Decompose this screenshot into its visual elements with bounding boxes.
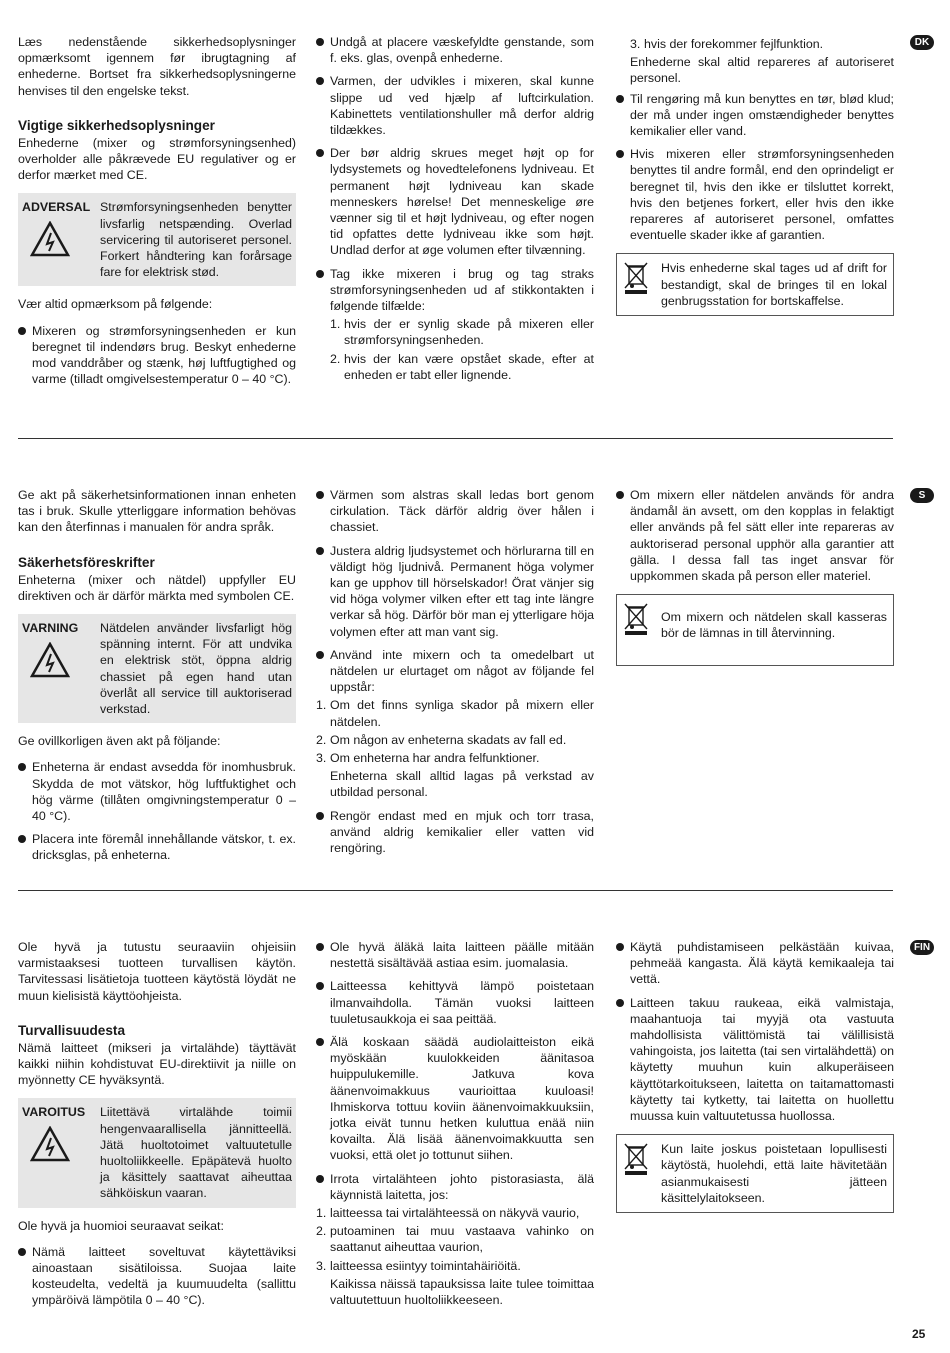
fi-col2-bullets [316, 939, 594, 1308]
warning-triangle-icon [30, 1126, 70, 1162]
bullet-dot-icon [616, 150, 624, 158]
se-numbered-list [316, 697, 594, 766]
fi-disposal-text: Kun laite joskus poistetaan lopullisesti käytöstä, huolehdi, että laite hävitetään asianmukaisesti jätteen käsittelylaitokseen. [661, 1142, 887, 1205]
bullet-dot-icon [316, 149, 324, 157]
list-item: Placera inte föremål innehållande vätskor, t. ex. dricksglas, på enheterna. [18, 831, 296, 863]
bullet-dot-icon [316, 491, 324, 499]
list-item: Käytä puhdistamiseen pelkästään kuivaa, pehmeää kangasta. Älä käytä kemikaaleja tai vettä. [616, 939, 894, 988]
se-disposal-box [616, 594, 894, 666]
list-item: Hvis mixeren eller strømforsyningsenheden benyttes til andre formål, end den oprindeligt er beregnet til, hvis den ikke er tilsluttet korrekt, hvis den betjenes forkert, eller hvis den ikke repareres af autoriseret personel, omfattes eventuelle skader ikke af garantien. [616, 146, 894, 243]
dk-col3-bullets [616, 91, 894, 244]
dk-disposal-text: Hvis enhederne skal tages ud af drift for bestandigt, skal de bringes til en lokal genbrugsstation for bortskaffelse. [661, 261, 887, 308]
se-intro: Ge akt på säkerhetsinformationen innan enheten tas i bruk. Skulle ytterliggare information behövas kan den återfinnas i manualen för andra språk. [18, 488, 296, 535]
fi-repair-note: Kaikissa näissä tapauksissa laite tulee toimittaa valtuutettuun huoltoliikkeeseen. [330, 1276, 594, 1308]
bullet-dot-icon [18, 763, 26, 771]
fi-warning-text: Liitettävä virtalähde toimii hengenvaarallisella jännitteellä. Jätä huoltotoimet valtuutetulle huoltoliikkeelle. Epäpätevä huolto ja käsittely saattavat aiheuttaa sähköiskun vaaran. [100, 1105, 292, 1201]
dk-heading: Vigtige sikkerhedsoplysninger [18, 117, 215, 133]
bullet-dot-icon [18, 1248, 26, 1256]
dk-numbered-list [330, 316, 594, 383]
se-attention: Ge ovillkorligen även akt på följande: [18, 734, 221, 749]
fi-column-1 [18, 939, 296, 1316]
language-badge-s: S [910, 488, 934, 503]
list-item: Varmen, der udvikles i mixeren, skal kunne slippe ud ved hjælp af luftcirkulation. Kabinettets ventilationshuller må derfor aldrig tildækkes. [316, 73, 594, 138]
bullet-dot-icon [616, 943, 624, 951]
numbered-item: 3. Om enheterna har andra felfunktioner. [316, 751, 540, 766]
fi-intro: Ole hyvä ja tutustu seuraaviin ohjeisiin varmistaaksesi tuotteen turvallisen käytön. Tarvitessasi lisätietoja tuotteen käytöstä löydät ne muun kielisistä käyttöohjeista. [18, 940, 296, 1003]
list-item: Tag ikke mixeren i brug og tag straks strømforsyningsenheden ud af stikkontakten i følgende tilfælde: 1. hvis der er synlig skade på mixeren eller strømforsyningsenheden. 2. hvis der kan være opstået skade, efter at enheden er tabt eller lignende. [316, 266, 594, 383]
list-item: Rengör endast med en mjuk och torr trasa, använd aldrig kemikalier eller vatten vid rengöring. [316, 808, 594, 857]
numbered-item: 1. laitteessa tai virtalähteessä on näkyvä vaurio, [316, 1206, 580, 1221]
se-warning-box [18, 614, 296, 723]
numbered-item: 3. hvis der forekommer fejlfunktion. [630, 37, 824, 51]
bullet-dot-icon [316, 77, 324, 85]
bullet-dot-icon [316, 812, 324, 820]
list-item: Til rengøring må kun benyttes en tør, blød klud; der må under ingen omstændigheder benyttes kemikalier eller vand. [616, 91, 894, 140]
bullet-dot-icon [316, 943, 324, 951]
dk-warning-label: ADVERSAL [22, 200, 91, 215]
se-col3-bullets [616, 487, 894, 584]
section-divider [18, 890, 893, 891]
list-item: Använd inte mixern och ta omedelbart ut nätdelen ur elurtaget om något av följande fel uppstår: 1. Om det finns synliga skador på mixern eller nätdelen. 2. Om någon av enheterna skadats av fall ed. 3. Om enheterna har andra felfunktioner. Enheterna skall alltid lagas på verkstad av utbildad personal. [316, 647, 594, 800]
se-column-2 [316, 487, 594, 863]
bullet-dot-icon [316, 547, 324, 555]
dk-numbered-list-cont [616, 36, 894, 52]
numbered-item: 2. hvis der kan være opstået skade, efter at enheden er tabt eller lignende. [330, 351, 594, 382]
list-item: Der bør aldrig skrues meget højt op for lydsystemets og hovedtelefonens lydniveau. Et permanent højt lydniveau kan skade menneskers hørelse! Det menneskelige øre vænner sig til et højt lydniveau, og efter nogen tid opfattes dette lydniveau ikke som højt. Undlad derfor at øge volumen efter tilvænning. [316, 145, 594, 258]
dk-column-1 [18, 34, 296, 394]
fi-warning-label: VAROITUS [22, 1105, 86, 1120]
list-item: Justera aldrig ljudsystemet och hörlurarna till en väldigt hög ljudnivå. Permanent höga volymer kan ge upphov till hörselskador! Örat vänjer sig vid höga volymer vilken efter ett tag inte längre verkar så hög. Därför bör man ej ytterligare höja volymen efter att man vant sig. [316, 543, 594, 640]
bullet-dot-icon [316, 270, 324, 278]
dk-intro: Læs nedenstående sikkerhedsoplysninger opmærksomt igennem før ibrugtagning af enhederne. Bortset fra sikkerhedsoplysningerne henvises til den engelske tekst. [18, 35, 296, 98]
se-col1-bullets [18, 759, 296, 863]
dk-attention: Vær altid opmærksom på følgende: [18, 297, 213, 312]
se-repair-note: Enheterna skall alltid lagas på verkstad av utbildad personal. [330, 769, 594, 800]
fi-column-3 [616, 939, 894, 1213]
list-item: Laitteen takuu raukeaa, eikä valmistaja, maahantuoja tai myyjä ota vastuuta mahdollisista välittömistä tai välillisistä vahingoista, jos laitetta (tai sen virtalähdettä) on käytetty muuhun kuin alkuperäiseen käyttötarkoitukseen, laitetta on taitamattomasti käytetty tai kytketty, tai laitetta on huollettu muussa kuin valtuutetussa huollossa. [616, 995, 894, 1125]
fi-col3-bullets [616, 939, 894, 1124]
language-badge-fin: FIN [910, 940, 934, 955]
warning-triangle-icon [30, 642, 70, 678]
se-col2-bullets [316, 487, 594, 856]
dk-col2-bullets [316, 34, 594, 383]
se-warning-text: Nätdelen använder livsfarligt hög spänning internt. För att undvika en elektrisk stöt, öppna aldrig chassiet på egen hand utan överlåt all service till auktoriserad verkstad. [100, 621, 292, 717]
bullet-dot-icon [316, 1175, 324, 1183]
warning-triangle-icon [30, 221, 70, 257]
section-divider [18, 438, 893, 439]
numbered-item: 3. laitteessa esiintyy toimintahäiriöitä. [316, 1258, 521, 1273]
list-item: Irrota virtalähteen johto pistorasiasta, älä käynnistä laitetta, jos: 1. laitteessa tai virtalähteessä on näkyvä vaurio, 2. putoaminen tai muu vastaava vahinko on saattanut aiheuttaa vaurion, 3. laitteessa esiintyy toimintahäiriöitä. Kaikissa näissä tapauksissa laite tulee toimittaa valtuutettuun huoltoliikkeeseen. [316, 1171, 594, 1308]
numbered-item: 2. putoaminen tai muu vastaava vahinko on saattanut aiheuttaa vaurion, [316, 1224, 594, 1255]
crossed-out-wheelie-bin-icon [623, 260, 649, 294]
dk-warning-box [18, 193, 296, 286]
dk-column-2 [316, 34, 594, 390]
fi-heading: Turvallisuudesta [18, 1022, 126, 1038]
dk-conformity: Enhederne (mixer og strømforsyningsenhed) overholder alle påkrævede EU regulativer og er derfor mærket med CE. [18, 135, 296, 183]
list-item: Enheterna är endast avsedda för inomhusbruk. Skydda de mot vätskor, hög luftfuktighet och hög värme (tillåten omgivningstemperatur 0 – 40 °C). [18, 759, 296, 824]
numbered-item: 1. hvis der er synlig skade på mixeren eller strømforsyningsenheden. [330, 317, 594, 348]
list-item: Nämä laitteet soveltuvat käytettäviksi ainoastaan sisätiloissa. Suojaa laite kosteudelta, vedeltä ja kuumuudelta (sallittu ympäröivä lämpötila 0 – 40 °C). [18, 1244, 296, 1309]
fi-warning-box [18, 1098, 296, 1207]
list-item: Om mixern eller nätdelen används för andra ändamål än avsett, om den kopplas in felaktigt eller används på fel sätt eller inte repareras av auktoriserad personal upphör alla garantier att gälla. I dessa fall tas inget ansvar för uppkommen skada på person eller materiel. [616, 487, 894, 584]
language-badge-dk: DK [910, 35, 934, 50]
dk-disposal-box [616, 253, 894, 316]
dk-repair-note: Enhederne skal altid repareres af autoriseret personel. [630, 55, 894, 86]
se-warning-label: VARNING [22, 621, 79, 636]
list-item: Älä koskaan säädä audiolaitteiston eikä myöskään kuulokkeiden äänitasoa huippulukemille. Jatkuva kova äänenvoimakkuus vaurioittaa kuuloasi! Ihmiskorva tottuu koviin äänenvoimakkuuksiin, jotka eivät tunnu hetken kuluttua enää niin kovailta. Älä lisää äänenvoimakkuutta sen vuoksi, että olet jo tottunut siihen. [316, 1034, 594, 1164]
dk-col1-bullets [18, 323, 296, 388]
bullet-dot-icon [316, 38, 324, 46]
dk-column-3 [616, 34, 894, 316]
bullet-dot-icon [18, 835, 26, 843]
bullet-dot-icon [616, 491, 624, 499]
se-column-1 [18, 487, 296, 871]
se-disposal-text: Om mixern och nätdelen skall kasseras bör de lämnas in till återvinning. [661, 610, 887, 641]
se-column-3 [616, 487, 894, 666]
fi-numbered-list [316, 1205, 594, 1274]
list-item: Laitteessa kehittyvä lämpö poistetaan ilmanvaihdolla. Tämän vuoksi laitteen tuuletusaukkoja ei saa peittää. [316, 978, 594, 1027]
bullet-dot-icon [316, 1038, 324, 1046]
bullet-dot-icon [616, 999, 624, 1007]
se-conformity: Enheterna (mixer och nätdel) uppfyller EU direktiven och är därför märkta med symbolen CE. [18, 572, 296, 603]
crossed-out-wheelie-bin-icon [623, 601, 649, 635]
list-item: Mixeren og strømforsyningsenheden er kun beregnet til indendørs brug. Beskyt enhederne mod vanddråber og stænk, høj luftfugtighed og varme (tilladt omgivelsestemperatur 0 – 40 °C). [18, 323, 296, 388]
bullet-dot-icon [316, 651, 324, 659]
bullet-dot-icon [616, 95, 624, 103]
se-heading: Säkerhetsföreskrifter [18, 554, 155, 570]
dk-warning-text: Strømforsyningsenheden benytter livsfarlig netspænding. Overlad servicering til autoriseret personel. Forkert håndtering kan forårsage fare for elektrisk stød. [100, 200, 292, 280]
fi-col1-bullets [18, 1244, 296, 1309]
fi-disposal-box [616, 1134, 894, 1213]
numbered-item: 1. Om det finns synliga skador på mixern eller nätdelen. [316, 698, 594, 729]
crossed-out-wheelie-bin-icon [623, 1141, 649, 1175]
page-number: 25 [912, 1327, 926, 1341]
fi-attention: Ole hyvä ja huomioi seuraavat seikat: [18, 1218, 224, 1233]
bullet-dot-icon [316, 982, 324, 990]
list-item: Undgå at placere væskefyldte genstande, som f. eks. glas, ovenpå enhederne. [316, 34, 594, 66]
numbered-item: 2. Om någon av enheterna skadats av fall ed. [316, 732, 567, 747]
bullet-dot-icon [18, 327, 26, 335]
fi-conformity: Nämä laitteet (mikseri ja virtalähde) täyttävät kaikki niihin kohdistuvat EU-direktiivit ja niille on myönnetty CE hyväksyntä. [18, 1040, 296, 1088]
list-item: Ole hyvä äläkä laita laitteen päälle mitään nestettä sisältävää astiaa esim. juomalasia. [316, 939, 594, 971]
list-item: Värmen som alstras skall ledas bort genom cirkulation. Täck därför aldrig över hålen i chassiet. [316, 487, 594, 536]
fi-column-2 [316, 939, 594, 1315]
